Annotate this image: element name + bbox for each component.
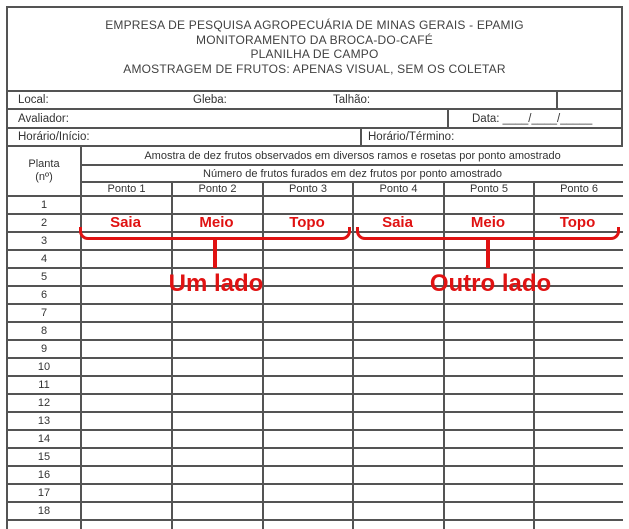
- row-number: 1: [7, 196, 81, 214]
- position-annotation-saia: Saia: [382, 214, 413, 231]
- field-horario-termino-label: Horário/Término:: [368, 131, 455, 143]
- data-cell: [353, 376, 444, 394]
- row-number: 2: [7, 214, 81, 232]
- data-cell: [353, 448, 444, 466]
- data-cell: [172, 232, 263, 250]
- row-number: 14: [7, 430, 81, 448]
- data-cell: [263, 268, 353, 286]
- data-cell: [81, 430, 172, 448]
- data-cell: [172, 502, 263, 520]
- ponto-column-header: Ponto 6: [534, 182, 623, 196]
- cell-divider: [556, 92, 558, 108]
- table-row: [7, 304, 623, 322]
- data-cell: [81, 520, 172, 529]
- planta-header-line2: (nº): [35, 171, 53, 183]
- position-annotation-topo: Topo: [559, 214, 596, 231]
- data-cell: [263, 358, 353, 376]
- data-cell: [353, 322, 444, 340]
- data-cell: [534, 394, 623, 412]
- data-cell: [353, 484, 444, 502]
- field-avaliador-label: Avaliador:: [18, 112, 69, 125]
- data-cell: [263, 304, 353, 322]
- data-cell: [534, 340, 623, 358]
- merged-header-numero: Número de frutos furados em dez frutos por ponto amostrado: [81, 165, 623, 182]
- ponto-column-header: Ponto 3: [263, 182, 353, 196]
- data-cell: [534, 448, 623, 466]
- table-row: [7, 376, 623, 394]
- field-gleba-label: Gleba:: [193, 94, 227, 106]
- data-cell: [444, 466, 534, 484]
- table-row: [7, 250, 623, 268]
- sampling-table: [6, 145, 623, 529]
- planta-column-header: [7, 146, 81, 196]
- ponto-column-header: Ponto 1: [81, 182, 172, 196]
- data-cell: [263, 340, 353, 358]
- position-annotation-meio: Meio: [199, 214, 234, 231]
- row-number: 9: [7, 340, 81, 358]
- data-cell: [534, 286, 623, 304]
- field-talhao-label: Talhão:: [333, 94, 371, 106]
- data-cell: [172, 214, 263, 232]
- planta-header-line1: Planta: [28, 158, 60, 170]
- header-line-instructions: AMOSTRAGEM DE FRUTOS: APENAS VISUAL, SEM OS COLETAR: [123, 61, 506, 76]
- table-header-row: [7, 165, 623, 182]
- data-cell: [353, 394, 444, 412]
- table-row: [7, 502, 623, 520]
- table-row: [7, 448, 623, 466]
- data-cell: [263, 412, 353, 430]
- row-number: 16: [7, 466, 81, 484]
- data-cell: [444, 304, 534, 322]
- table-row: [7, 232, 623, 250]
- ponto-column-header: Ponto 2: [172, 182, 263, 196]
- data-cell: [353, 412, 444, 430]
- form-row-evaluator: [6, 108, 623, 129]
- data-cell: [534, 502, 623, 520]
- table-row: [7, 358, 623, 376]
- table-row: [7, 340, 623, 358]
- row-number: 11: [7, 376, 81, 394]
- document-header: [6, 6, 623, 92]
- data-cell: [172, 286, 263, 304]
- row-number: 8: [7, 322, 81, 340]
- data-cell: [81, 322, 172, 340]
- data-cell: [81, 340, 172, 358]
- data-cell: [81, 448, 172, 466]
- data-cell: [444, 358, 534, 376]
- data-cell: [353, 304, 444, 322]
- data-cell: [534, 484, 623, 502]
- table-row: [7, 322, 623, 340]
- data-cell: [81, 394, 172, 412]
- form-row-location: [6, 90, 623, 110]
- row-number: 15: [7, 448, 81, 466]
- annotation-outro-lado: Outro lado: [429, 270, 552, 297]
- data-cell: [172, 376, 263, 394]
- table-row-partial: [7, 520, 623, 529]
- data-cell: [263, 484, 353, 502]
- data-cell: [81, 484, 172, 502]
- data-cell: [81, 304, 172, 322]
- row-number: [7, 520, 81, 529]
- data-cell: [81, 358, 172, 376]
- data-cell: [444, 322, 534, 340]
- table-head-rows: [7, 146, 623, 196]
- row-number: 17: [7, 484, 81, 502]
- table-row: [7, 412, 623, 430]
- data-cell: [534, 466, 623, 484]
- data-cell: [444, 268, 534, 286]
- data-cell: [81, 286, 172, 304]
- data-cell: [534, 322, 623, 340]
- data-cell: [534, 250, 623, 268]
- ponto-column-header: Ponto 4: [353, 182, 444, 196]
- data-cell: [172, 448, 263, 466]
- merged-header-amostra: Amostra de dez frutos observados em diversos ramos e rosetas por ponto amostrado: [81, 146, 623, 165]
- header-line-monitoring: MONITORAMENTO DA BROCA-DO-CAFÉ: [196, 32, 433, 47]
- data-cell: [353, 502, 444, 520]
- data-cell: [263, 430, 353, 448]
- data-cell: [444, 430, 534, 448]
- data-cell: [534, 214, 623, 232]
- table-header-row: [7, 146, 623, 165]
- data-cell: [534, 358, 623, 376]
- data-cell: [534, 376, 623, 394]
- data-cell: [263, 214, 353, 232]
- data-cell: [81, 250, 172, 268]
- data-cell: [444, 412, 534, 430]
- row-number: 12: [7, 394, 81, 412]
- data-cell: [172, 250, 263, 268]
- field-data-label: Data: ____/____/_____: [472, 112, 593, 125]
- data-cell: [81, 412, 172, 430]
- data-cell: [172, 412, 263, 430]
- data-cell: [263, 520, 353, 529]
- data-cell: [172, 394, 263, 412]
- field-local-label: Local:: [18, 94, 49, 106]
- data-cell: [353, 466, 444, 484]
- data-cell: [444, 340, 534, 358]
- data-cell: [353, 430, 444, 448]
- data-cell: [353, 340, 444, 358]
- position-annotation-meio: Meio: [470, 214, 506, 231]
- data-cell: [444, 448, 534, 466]
- data-cell: [353, 268, 444, 286]
- data-cell: [81, 196, 172, 214]
- table-row: [7, 196, 623, 214]
- data-cell: [353, 232, 444, 250]
- table-row: [7, 214, 623, 232]
- data-cell: [263, 376, 353, 394]
- header-line-sheet-type: PLANILHA DE CAMPO: [250, 47, 379, 61]
- row-number: 5: [7, 268, 81, 286]
- field-horario-inicio-label: Horário/Início:: [18, 131, 90, 143]
- data-cell: [534, 412, 623, 430]
- data-cell: [263, 394, 353, 412]
- data-cell: [263, 466, 353, 484]
- row-number: 6: [7, 286, 81, 304]
- data-cell: [444, 286, 534, 304]
- ponto-column-header: Ponto 5: [444, 182, 534, 196]
- data-cell: [263, 502, 353, 520]
- table-row: [7, 268, 623, 286]
- data-cell: [534, 520, 623, 529]
- data-cell: [353, 214, 444, 232]
- data-cell: [444, 394, 534, 412]
- data-cell: [444, 520, 534, 529]
- table-row: [7, 484, 623, 502]
- data-cell: [81, 268, 172, 286]
- data-cell: [263, 286, 353, 304]
- data-cell: [534, 304, 623, 322]
- row-number: 10: [7, 358, 81, 376]
- data-cell: [172, 340, 263, 358]
- data-cell: [444, 376, 534, 394]
- table-row: [7, 466, 623, 484]
- cell-divider: [360, 129, 362, 145]
- data-cell: [172, 268, 263, 286]
- data-cell: [353, 286, 444, 304]
- data-cell: [81, 466, 172, 484]
- data-cell: [444, 196, 534, 214]
- cell-divider: [447, 110, 449, 127]
- row-number: 18: [7, 502, 81, 520]
- data-cell: [172, 466, 263, 484]
- data-cell: [263, 232, 353, 250]
- data-cell: [81, 376, 172, 394]
- header-line-company: EMPRESA DE PESQUISA AGROPECUÁRIA DE MINAS GERAIS - EPAMIG: [105, 18, 524, 32]
- data-cell: [172, 196, 263, 214]
- data-cell: [172, 520, 263, 529]
- sampling-table-container: [6, 145, 623, 529]
- table-header-row: [7, 182, 623, 196]
- data-cell: [263, 448, 353, 466]
- data-cell: [172, 430, 263, 448]
- row-number: 7: [7, 304, 81, 322]
- data-cell: [444, 214, 534, 232]
- data-cell: [353, 520, 444, 529]
- data-cell: [353, 196, 444, 214]
- position-annotation-topo: Topo: [289, 214, 325, 231]
- annotation-um-lado: Um lado: [168, 270, 264, 297]
- data-cell: [263, 250, 353, 268]
- data-cell: [444, 502, 534, 520]
- data-cell: [444, 232, 534, 250]
- data-cell: [81, 214, 172, 232]
- data-cell: [353, 358, 444, 376]
- table-row: [7, 286, 623, 304]
- data-cell: [444, 484, 534, 502]
- data-cell: [353, 250, 444, 268]
- data-cell: [263, 322, 353, 340]
- data-cell: [172, 322, 263, 340]
- data-cell: [534, 232, 623, 250]
- row-number: 4: [7, 250, 81, 268]
- row-number: 13: [7, 412, 81, 430]
- row-number: 3: [7, 232, 81, 250]
- data-cell: [444, 250, 534, 268]
- data-cell: [534, 268, 623, 286]
- table-row: [7, 430, 623, 448]
- data-cell: [172, 358, 263, 376]
- data-cell: [172, 484, 263, 502]
- position-annotation-saia: Saia: [110, 214, 141, 231]
- form-row-time: [6, 127, 623, 147]
- data-cell: [81, 232, 172, 250]
- data-cell: [81, 502, 172, 520]
- data-cell: [263, 196, 353, 214]
- data-cell: [534, 196, 623, 214]
- table-body: [7, 196, 623, 529]
- data-cell: [534, 430, 623, 448]
- table-row: [7, 394, 623, 412]
- data-cell: [172, 304, 263, 322]
